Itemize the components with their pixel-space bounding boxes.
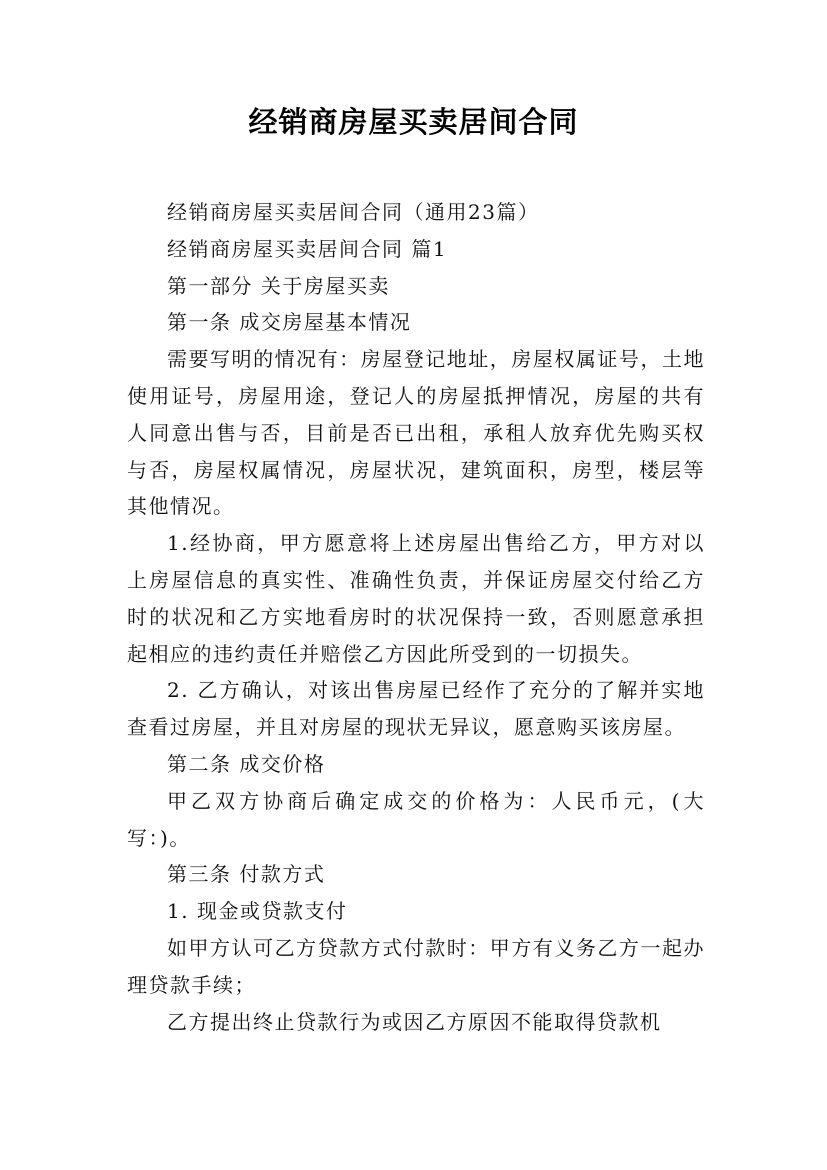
paragraph-part-one-heading: 第一部分 关于房屋买卖 (167, 273, 390, 298)
paragraph-payment-method: 1. 现金或贷款支付 (167, 899, 348, 924)
document-title: 经销商房屋买卖居间合同 (248, 105, 579, 139)
paragraph-loan-procedure: 如甲方认可乙方贷款方式付款时：甲方有义务乙方一起办理贷款手续； (127, 935, 705, 997)
paragraph-price: 甲乙双方协商后确定成交的价格为：人民币元，(大写：)。 (127, 788, 705, 850)
paragraph-property-details: 需要写明的情况有：房屋登记地址，房屋权属证号，土地使用证号，房屋用途，登记人的房屋抵押情况，房屋的共有人同意出售与否，目前是否已出租，承租人放弃优先购买权与否，房屋权属情况，房屋状况，建筑面积，房型，楼层等其他情况。 (127, 347, 705, 519)
document-body (127, 194, 705, 1040)
paragraph-clause-2: 2. 乙方确认，对该出售房屋已经作了充分的了解并实地查看过房屋，并且对房屋的现状无异议，愿意购买该房屋。 (127, 678, 705, 740)
paragraph-collection-title: 经销商房屋买卖居间合同（通用23篇） (167, 200, 540, 224)
paragraph-article-one-heading: 第一条 成交房屋基本情况 (167, 310, 412, 335)
paragraph-loan-termination: 乙方提出终止贷款行为或因乙方原因不能取得贷款机 (167, 1009, 662, 1034)
paragraph-contract-heading: 经销商房屋买卖居间合同 篇1 (167, 236, 448, 261)
paragraph-article-three-heading: 第三条 付款方式 (167, 862, 326, 887)
paragraph-clause-1: 1.经协商，甲方愿意将上述房屋出售给乙方，甲方对以上房屋信息的真实性、准确性负责，并保证房屋交付给乙方时的状况和乙方实地看房时的状况保持一致，否则愿意承担起相应的违约责任并赔偿乙方因此所受到的一切损失。 (127, 531, 705, 666)
paragraph-article-two-heading: 第二条 成交价格 (167, 751, 326, 776)
